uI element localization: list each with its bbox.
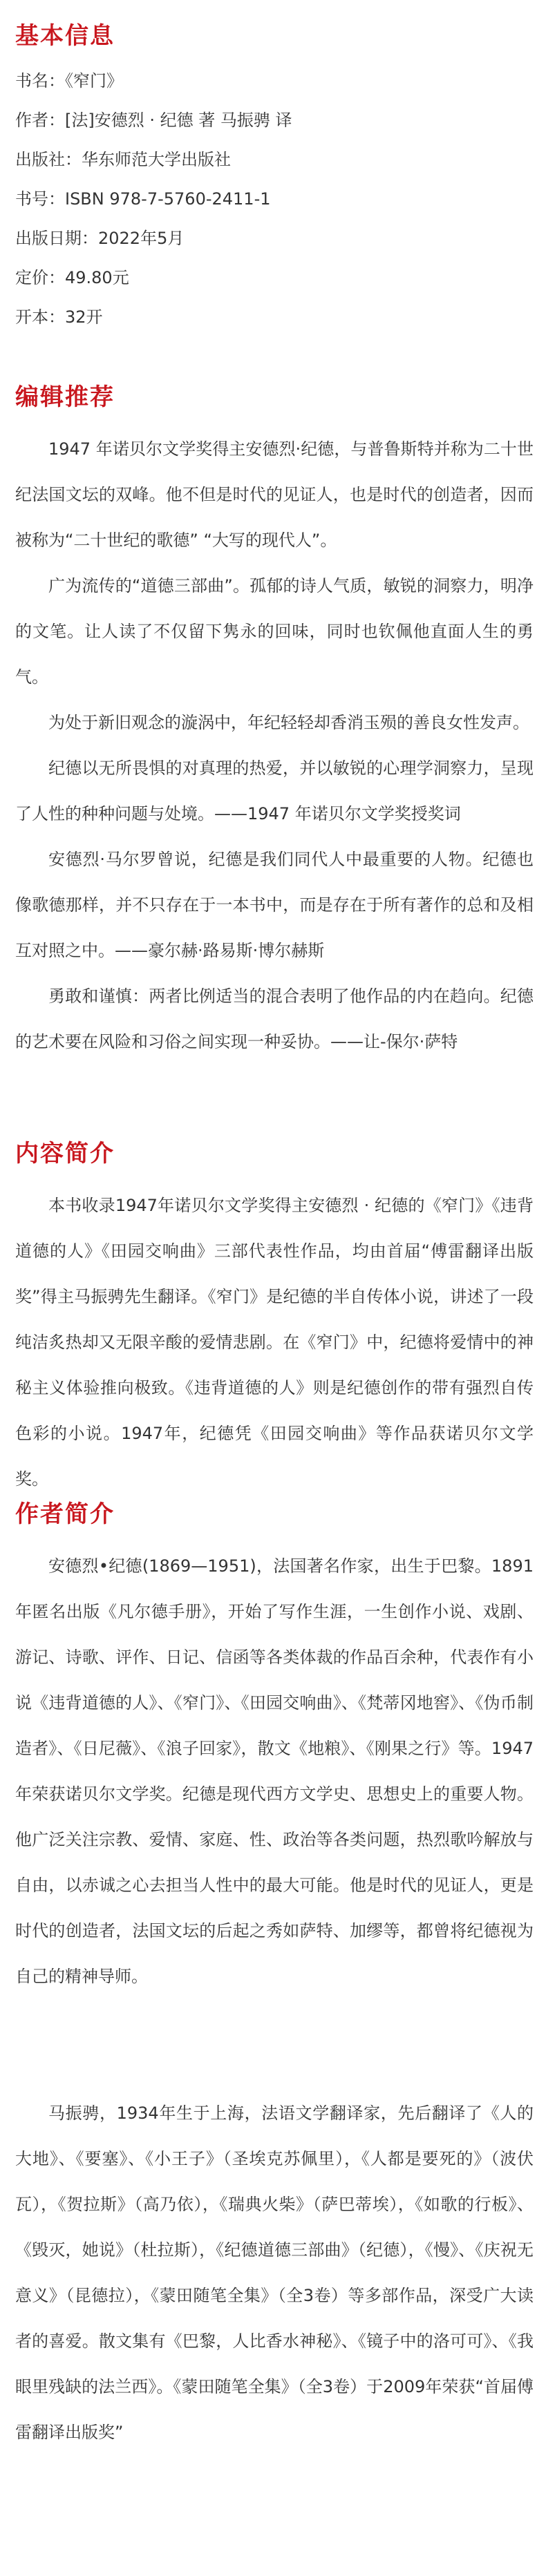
info-publish-date: 出版日期：2022年5月 (15, 229, 185, 248)
section-title-editor-recommend: 编辑推荐 (15, 383, 115, 411)
section-title-content-intro: 内容简介 (15, 1140, 115, 1167)
info-isbn: 书号：ISBN 978-7-5760-2411-1 (15, 189, 271, 209)
recommend-paragraph: 勇敢和谨慎：两者比例适当的混合表明了他作品的内在趋向。纪德的艺术要在风险和习俗之间实现一种妥协。——让-保尔·萨特 (15, 986, 534, 1051)
recommend-paragraph: 广为流传的“道德三部曲”。孤郁的诗人气质，敏锐的洞察力，明净的文笔。让人读了不仅留下隽永的回味，同时也钦佩他直面人生的勇气。 (15, 576, 534, 687)
recommend-paragraph: 纪德以无所畏惧的对真理的热爱，并以敏锐的心理学洞察力，呈现了人性的种种问题与处境。——1947 年诺贝尔文学奖授奖词 (15, 759, 534, 823)
info-format: 开本：32开 (15, 307, 103, 327)
info-publisher: 出版社：华东师范大学出版社 (15, 150, 231, 169)
section-title-basic-info: 基本信息 (15, 22, 115, 50)
recommend-paragraph: 1947 年诺贝尔文学奖得主安德烈·纪德，与普鲁斯特并称为二十世纪法国文坛的双峰。他不但是时代的见证人，也是时代的创造者，因而被称为“二十世纪的歌德” “大写的现代人”。 (15, 439, 534, 550)
section-title-author-intro: 作者简介 (15, 1500, 115, 1528)
info-price: 定价：49.80元 (15, 268, 129, 287)
content-intro-paragraph: 本书收录1947年诺贝尔文学奖得主安德烈 · 纪德的《窄门》《违背道德的人》《田园交响曲》三部代表性作品，均由首届“傅雷翻译出版奖”得主马振骋先生翻译。《窄门》是纪德的半自传体小说，讲述了一段纯洁炙热却又无限辛酸的爱情悲剧。在《窄门》中，纪德将爱情中的神秘主义体验推向极致。《违背道德的人》则是纪德创作的带有强烈自传色彩的小说。1947年，纪德凭《田园交响曲》等作品获诺贝尔文学奖。 (15, 1196, 534, 1489)
recommend-paragraph: 为处于新旧观念的漩涡中，年纪轻轻却香消玉殒的善良女性发声。 (48, 713, 529, 732)
translator-intro-paragraph: 马振骋，1934年生于上海，法语文学翻译家，先后翻译了《人的大地》、《要塞》、《小王子》（圣埃克苏佩里），《人都是要死的》（波伏瓦），《贺拉斯》（高乃依），《瑞典火柴》（萨巴蒂埃），《如歌的行板》、《毁灭，她说》（杜拉斯），《纪德道德三部曲》（纪德），《慢》、《庆祝无意义》（昆德拉），《蒙田随笔全集》（全3卷）等多部作品，深受广大读者的喜爱。散文集有《巴黎，人比香水神秘》、《镜子中的洛可可》、《我眼里残缺的法兰西》。《蒙田随笔全集》（全3卷）于2009年荣获“首届傅雷翻译出版奖” (15, 2103, 534, 2442)
author-intro-paragraph: 安德烈•纪德(1869—1951)，法国著名作家，出生于巴黎。1891年匿名出版《凡尔德手册》，开始了写作生涯，一生创作小说、戏剧、游记、诗歌、评作、日记、信函等各类体裁的作品百余种，代表作有小说《违背道德的人》、《窄门》、《田园交响曲》、《梵蒂冈地窖》、《伪币制造者》、《日尼薇》、《浪子回家》，散文《地粮》、《刚果之行》等。1947年荣获诺贝尔文学奖。纪德是现代西方文学史、思想史上的重要人物。他广泛关注宗教、爱情、家庭、性、政治等各类问题，热烈歌吟解放与自由，以赤诚之心去担当人性中的最大可能。他是时代的见证人，更是时代的创造者，法国文坛的后起之秀如萨特、加缪等，都曾将纪德视为自己的精神导师。 (15, 1556, 534, 1986)
info-title: 书名：《窄门》 (15, 71, 123, 90)
info-author: 作者：[法]安德烈 · 纪德 著 马振骋 译 (15, 111, 292, 130)
recommend-paragraph: 安德烈·马尔罗曾说，纪德是我们同代人中最重要的人物。纪德也像歌德那样，并不只存在于一本书中，而是存在于所有著作的总和及相互对照之中。——豪尔赫·路易斯·博尔赫斯 (15, 850, 534, 960)
